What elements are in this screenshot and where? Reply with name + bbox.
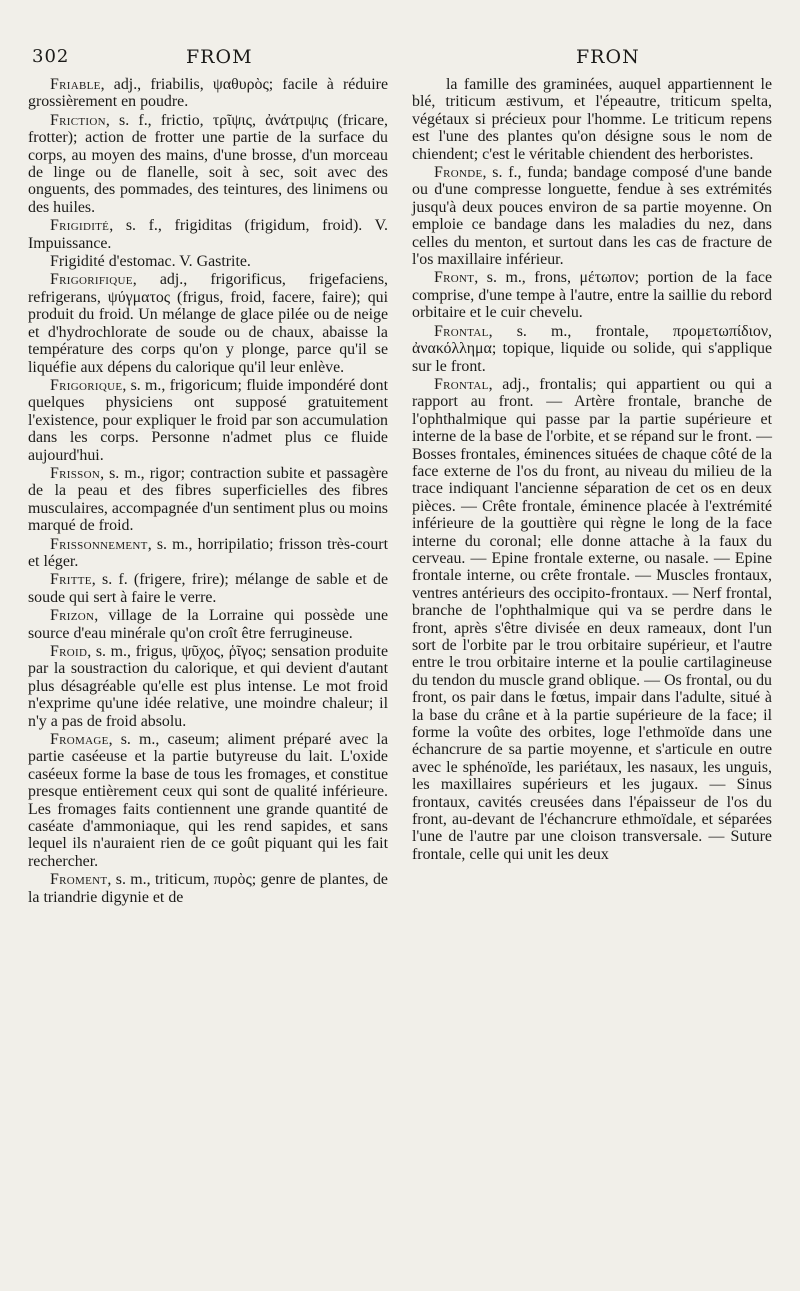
entry-definition: Frigidité d'estomac. V. Gastrite.	[50, 253, 251, 271]
dictionary-entry	[28, 112, 388, 216]
entry-headword: Froid	[50, 643, 88, 660]
entry-definition: , adj., frigorificus, frigefaciens, refrigerans, ψύγματος (frigus, froid, facere, faire); qui produit du froid. Un mélange de glace pilée ou de neige et d'hydrochlorate de soude ou de chaux, abaisse la température des corps qu'on y plonge, parce qu'il se liquéfie aux dépens du calorique qu'il leur enlève.	[28, 271, 388, 376]
entry-definition: , s. m., rigor; contraction subite et passagère de la peau et des fibres superficielles des fibres musculaires, accompagnée d'un sentiment plus ou moins marqué de froid.	[28, 464, 388, 535]
entry-headword: Frisson	[50, 464, 101, 482]
entry-headword: Fronde	[434, 164, 483, 182]
dictionary-entry	[28, 271, 388, 375]
dictionary-entry	[28, 465, 388, 535]
entry-headword: Frigorifique	[50, 271, 133, 289]
dictionary-entry	[28, 253, 388, 270]
entry-headword: Frontal	[434, 322, 489, 340]
right-column	[412, 76, 772, 864]
entry-definition: , s. f., frictio, τρῖψις, ἀνάτριψις (fricare, frotter); action de frotter une partie de la surface du corps, au moyen des mains, d'une brosse, d'un morceau de linge ou de flanelle, soit à sec, soit avec des onguents, des pommades, des teintures, des linimens ou des huiles.	[28, 111, 388, 216]
entry-definition: , s. f., funda; bandage composé d'une bande ou d'une compresse longuette, fendue à ses extrémités jusqu'à deux pouces environ de sa partie moyenne. On emploie ce bandage dans les maladies du nez, dans celles du menton, et surtout dans les cas de fracture de l'os maxillaire inférieur.	[412, 164, 772, 269]
entry-headword: Fritte	[50, 571, 92, 589]
entry-headword: Friction	[50, 111, 106, 129]
dictionary-entry	[28, 643, 388, 730]
dictionary-entry	[412, 164, 772, 268]
entry-definition: , s. f., frigiditas (frigidum, froid). V. Impuissance.	[28, 217, 388, 252]
entry-definition: , s. m., frigoricum; fluide impondéré dont quelques physiciens ont supposé gratuitement l'existence, pour expliquer le froid par son accumulation dans les corps. Personne n'admet plus ce fluide aujourd'hui.	[28, 376, 388, 464]
dictionary-entry	[412, 376, 772, 863]
dictionary-entry	[28, 536, 388, 571]
entry-headword: Froment	[50, 871, 108, 889]
entry-definition: , adj., frontalis; qui appartient ou qui a rapport au front. — Artère frontale, branche de l'ophthalmique qui passe par la partie supérieure et interne de la base de l'orbite, et se répand sur le front. — Bosses frontales, éminences situées de chaque côté de la face externe de l'os du front, au niveau du milieu de la trace indiquant l'ancienne séparation de cet os en deux pièces. — Crête frontale, éminence placée à l'extrémité inférieure de la gouttière qui règne le long de la face interne du coronal; elle donne attache à la faux du cerveau. — Epine frontale externe, ou nasale. — Epine frontale interne, ou crête frontale. — Muscles frontaux, ventres antérieurs des occipito-frontaux. — Nerf frontal, branche de l'ophthalmique qui va se perdre dans le front, après s'être divisée en deux rameaux, dont l'un sort de l'orbite par le trou orbitaire supérieur, et l'autre entre le trou orbitaire interne et la poulie cartilagineuse du tendon du muscle grand oblique. — Os frontal, ou du front, os pair dans le fœtus, impair dans l'adulte, situé à la base du crâne et à la partie supérieure de la face; il forme la voûte des orbites, loge l'ethmoïde dans une échancrure de sa partie moyenne, et s'articule en outre avec le sphénoïde, les pariétaux, les nasaux, les unguis, les maxillaires supérieurs et les jugaux. — Sinus frontaux, cavités creusées dans l'épaisseur de l'os du front, au-devant de l'échancrure ethmoïdale, et séparées l'une de l'autre par une cloison transversale. — Suture frontale, celle qui unit les deux	[412, 375, 772, 863]
entry-headword: Frizon	[50, 607, 95, 625]
entry-headword: Friable	[50, 76, 101, 93]
page-number: 302	[32, 46, 70, 67]
dictionary-entry	[28, 871, 388, 906]
entry-definition: , s. f. (frigere, frire); mélange de sable et de soude qui sert à faire le verre.	[28, 571, 388, 606]
entry-headword: Front	[434, 269, 475, 287]
dictionary-entry	[412, 323, 772, 375]
dictionary-entry	[28, 76, 388, 111]
entry-headword: Frigorique	[50, 376, 123, 394]
entry-definition: , s. m., horripilatio; frisson très-court et léger.	[28, 535, 388, 570]
entry-definition: , s. m., caseum; aliment préparé avec la partie caséeuse et la partie butyreuse du lait. L'oxide caséeux forme la base de tous les fromages, et constitue presque entièrement ceux qui sont de qualité inférieure. Les fromages faits contiennent une grande quantité de caséate d'ammoniaque, qui les rend sapides, et sans lequel ils n'auraient rien de ce goût piquant qui les fait rechercher.	[28, 731, 388, 870]
dictionary-entry	[28, 731, 388, 870]
left-guide-word: FROM	[186, 46, 253, 68]
entry-definition: , village de la Lorraine qui possède une source d'eau minérale qu'on croît être ferrugineuse.	[28, 607, 388, 642]
entry-definition: , s. m., frigus, ψῦχος, ῥῖγος; sensation produite par la soustraction du calorique, et qui devient d'autant plus désagréable qu'elle est plus intense. Le mot froid n'exprime qu'une idée relative, une moindre chaleur; il n'y a pas de froid absolu.	[28, 643, 388, 730]
entry-definition: , s. m., frons, μέτωπον; portion de la face comprise, d'une tempe à l'autre, entre la saillie du rebord orbitaire et le cuir chevelu.	[412, 269, 772, 322]
dictionary-entry	[412, 269, 772, 321]
entry-headword: Frontal	[434, 375, 489, 393]
left-column	[28, 76, 388, 907]
entry-definition: , s. m., frontale, προμετωπίδιον, ἀνακόλλημα; topique, liquide ou solide, qui s'applique sur le front.	[412, 322, 772, 375]
entry-headword: Frigidité	[50, 217, 110, 235]
entry-headword: Frissonnement	[50, 535, 148, 553]
entry-definition: , s. m., triticum, πυρὸς; genre de plantes, de la triandrie digynie et de	[28, 871, 388, 906]
dictionary-entry	[28, 607, 388, 642]
dictionary-entry	[28, 217, 388, 252]
entry-definition: , adj., friabilis, ψαθυρὸς; facile à réduire grossièrement en poudre.	[28, 76, 388, 111]
dictionary-entry	[28, 571, 388, 606]
right-guide-word: FRON	[576, 46, 640, 68]
page-header	[0, 40, 800, 74]
entry-definition: la famille des graminées, auquel appartiennent le blé, triticum æstivum, et l'épeautre, triticum spelta, végétaux si précieux pour l'homme. Le triticum repens est l'une des plantes qu'on désigne sous le nom de chiendent; c'est le véritable chiendent des herboristes.	[412, 76, 772, 163]
dictionary-entry	[28, 377, 388, 464]
dictionary-entry	[412, 76, 772, 163]
entry-headword: Fromage	[50, 731, 109, 749]
